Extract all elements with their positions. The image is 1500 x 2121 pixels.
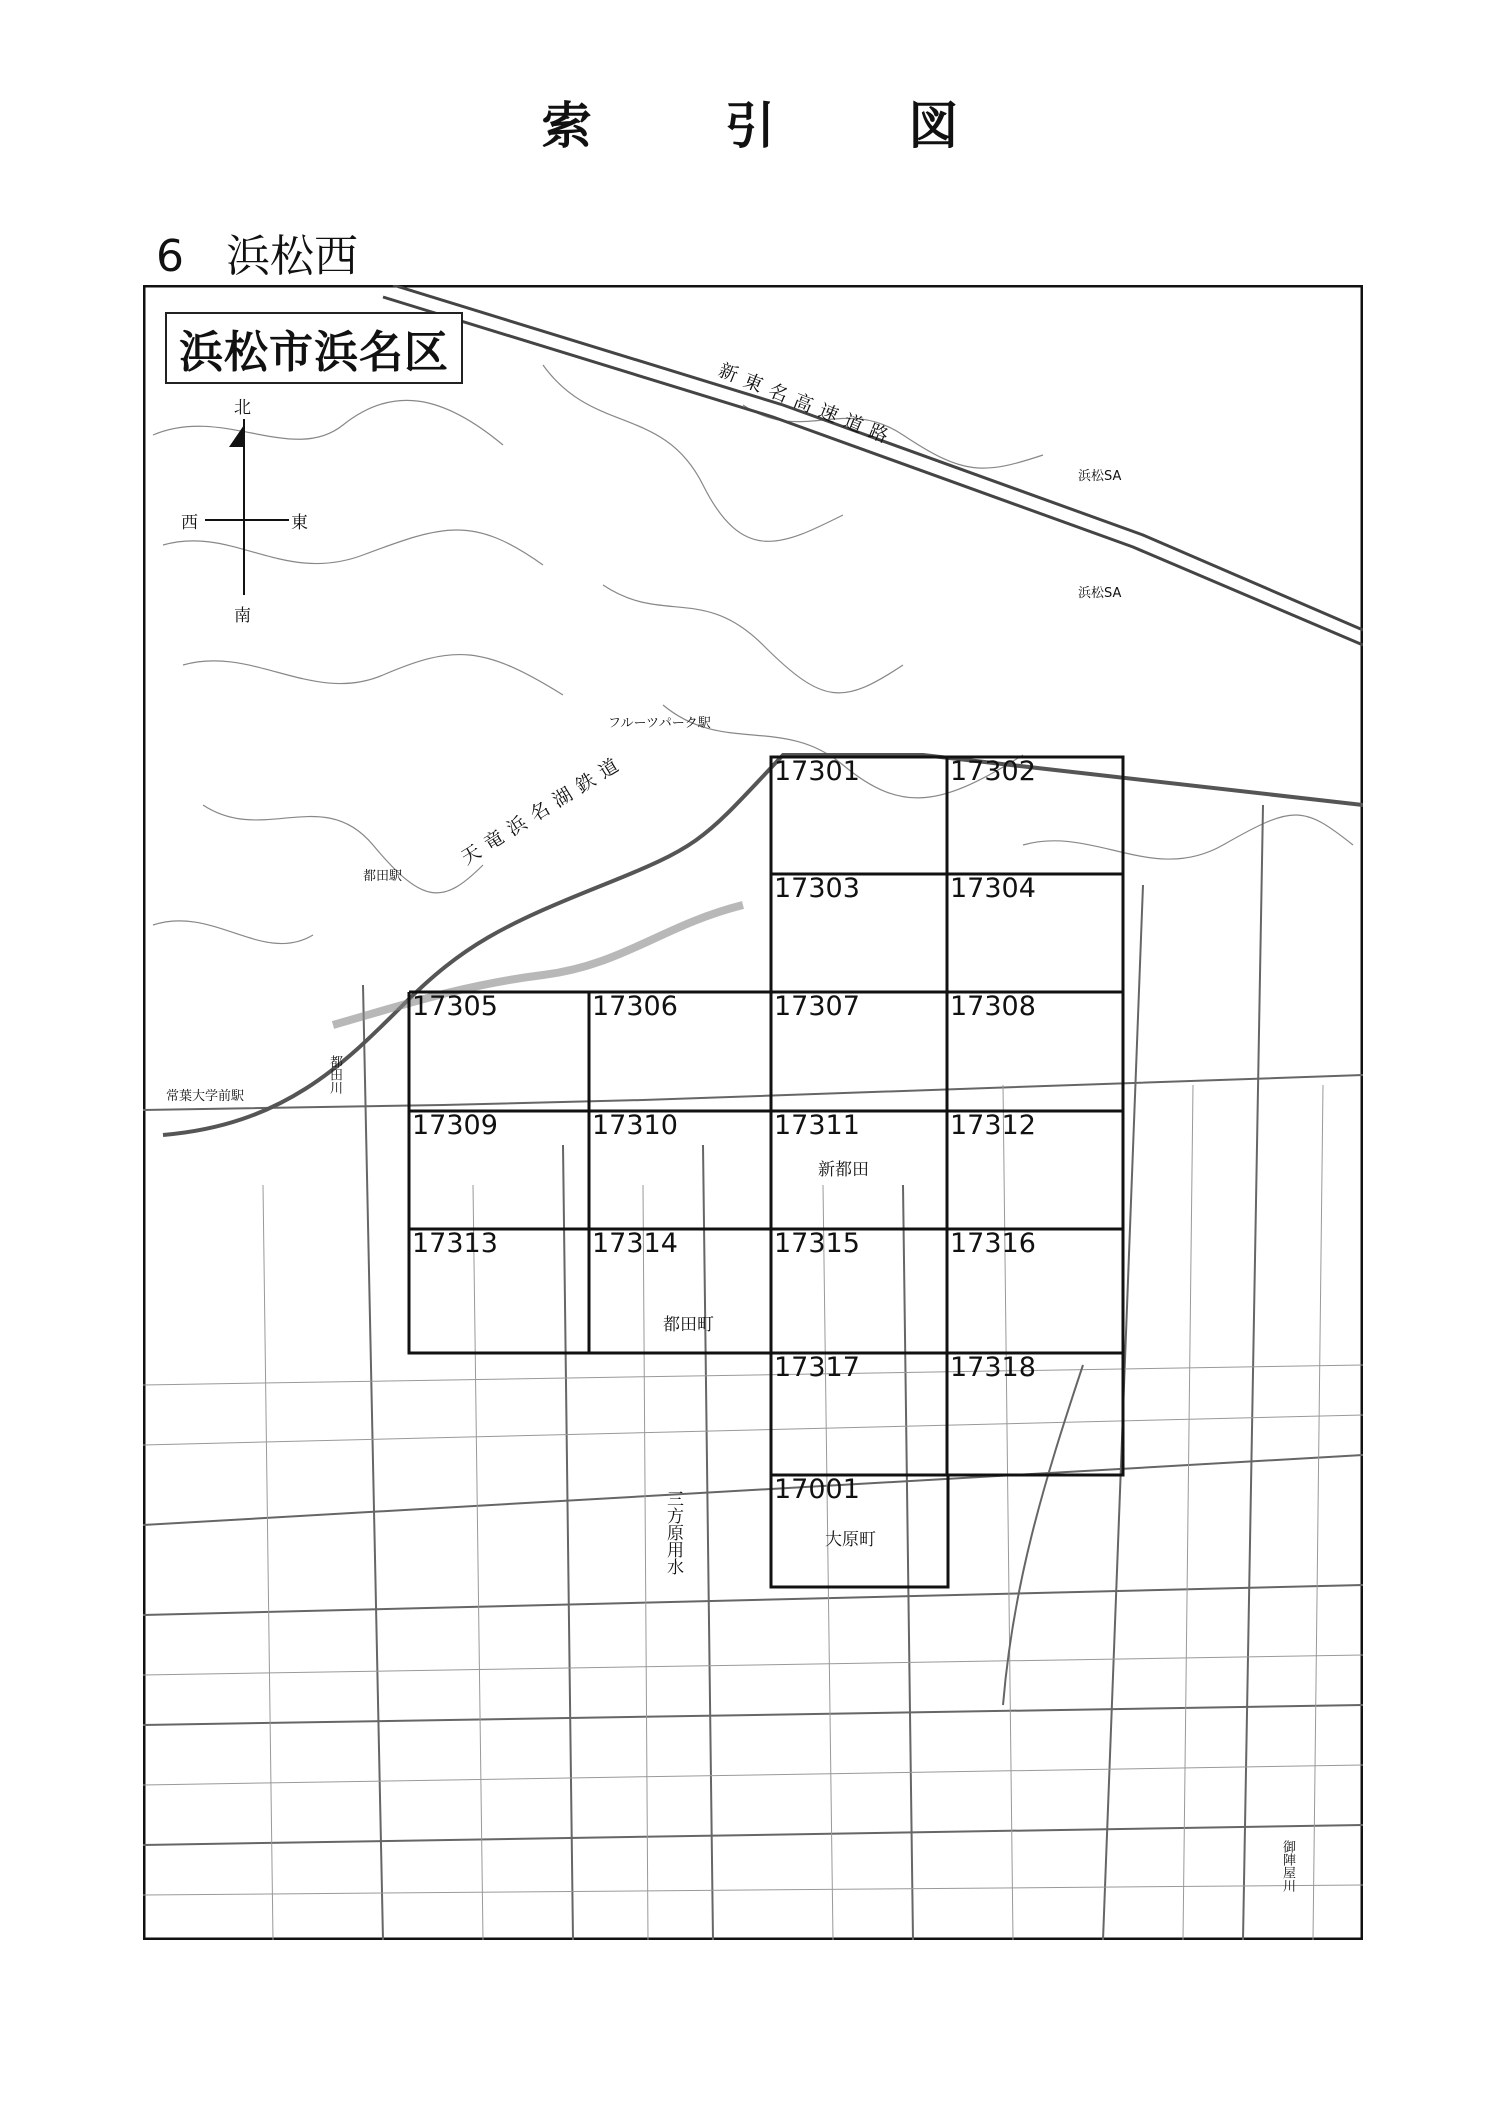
index-map	[143, 285, 1363, 1940]
tile-code: 17001	[774, 1474, 860, 1505]
tile-code: 17309	[412, 1110, 498, 1141]
tile-code: 17312	[950, 1110, 1036, 1141]
tile-code: 17308	[950, 991, 1036, 1022]
tile-17318[interactable]	[947, 1353, 1123, 1471]
mikatahara-canal-label: 三方原用水	[663, 1490, 683, 1575]
tile-code: 17306	[592, 991, 678, 1022]
miyakoda-river-label: 都田川	[327, 1055, 342, 1094]
compass-south: 南	[234, 606, 251, 626]
tile-code: 17304	[950, 873, 1036, 904]
compass	[181, 393, 311, 626]
ward-label: 浜松市浜名区	[165, 312, 463, 384]
tile-17303[interactable]	[771, 874, 947, 992]
section-name: 浜松西	[226, 231, 358, 282]
tile-code: 17318	[950, 1352, 1036, 1383]
sa-south-label: 浜松SA	[1078, 586, 1122, 601]
tile-code: 17301	[774, 756, 860, 787]
tile-code: 17302	[950, 756, 1036, 787]
tokoha-station-label: 常葉大学前駅	[166, 1089, 245, 1104]
tile-17306[interactable]	[589, 992, 765, 1110]
compass-ew-line	[205, 519, 289, 521]
compass-north: 北	[234, 398, 251, 418]
railway-label: 天竜浜名湖鉄道	[457, 750, 630, 870]
ohara-town-label: 大原町	[825, 1530, 876, 1550]
tile-17301[interactable]	[771, 757, 947, 875]
compass-east: 東	[291, 513, 308, 533]
sa-north-label: 浜松SA	[1078, 469, 1122, 484]
miyakoda-town-label: 都田町	[663, 1315, 714, 1335]
tile-17317[interactable]	[771, 1353, 947, 1471]
tile-code: 17305	[412, 991, 498, 1022]
tile-code: 17316	[950, 1228, 1036, 1259]
title-char-3: 図	[908, 96, 959, 155]
fruit-park-station-label: フルーツパーク駅	[608, 716, 711, 731]
tile-17310[interactable]	[589, 1111, 765, 1229]
tile-17302[interactable]	[947, 757, 1123, 875]
tile-code: 17311	[774, 1110, 860, 1141]
tile-17316[interactable]	[947, 1229, 1123, 1347]
tile-code: 17307	[774, 991, 860, 1022]
shin-miyakoda-label: 新都田	[818, 1160, 869, 1180]
tile-17313[interactable]	[409, 1229, 585, 1347]
tile-code: 17310	[592, 1110, 678, 1141]
tile-17312[interactable]	[947, 1111, 1123, 1229]
tile-17308[interactable]	[947, 992, 1123, 1110]
expressway-label: 新東名高速道路	[715, 359, 899, 451]
tile-17307[interactable]	[771, 992, 947, 1110]
tile-17309[interactable]	[409, 1111, 585, 1229]
page-title	[0, 86, 1500, 158]
section-number: 6	[156, 231, 184, 282]
section-heading	[156, 220, 358, 284]
tile-code: 17314	[592, 1228, 678, 1259]
iinoya-river-label: 御陣屋川	[1280, 1840, 1295, 1892]
miyakoda-station-label: 都田駅	[363, 869, 403, 884]
title-char-1: 索	[541, 96, 592, 155]
tile-code: 17313	[412, 1228, 498, 1259]
tile-17315[interactable]	[771, 1229, 947, 1347]
tile-17305[interactable]	[409, 992, 585, 1110]
compass-west: 西	[181, 513, 198, 533]
tile-code: 17315	[774, 1228, 860, 1259]
title-char-2: 引	[725, 96, 775, 155]
tile-code: 17303	[774, 873, 860, 904]
tile-code: 17317	[774, 1352, 860, 1383]
tile-17304[interactable]	[947, 874, 1123, 992]
north-arrow-icon	[229, 425, 244, 447]
